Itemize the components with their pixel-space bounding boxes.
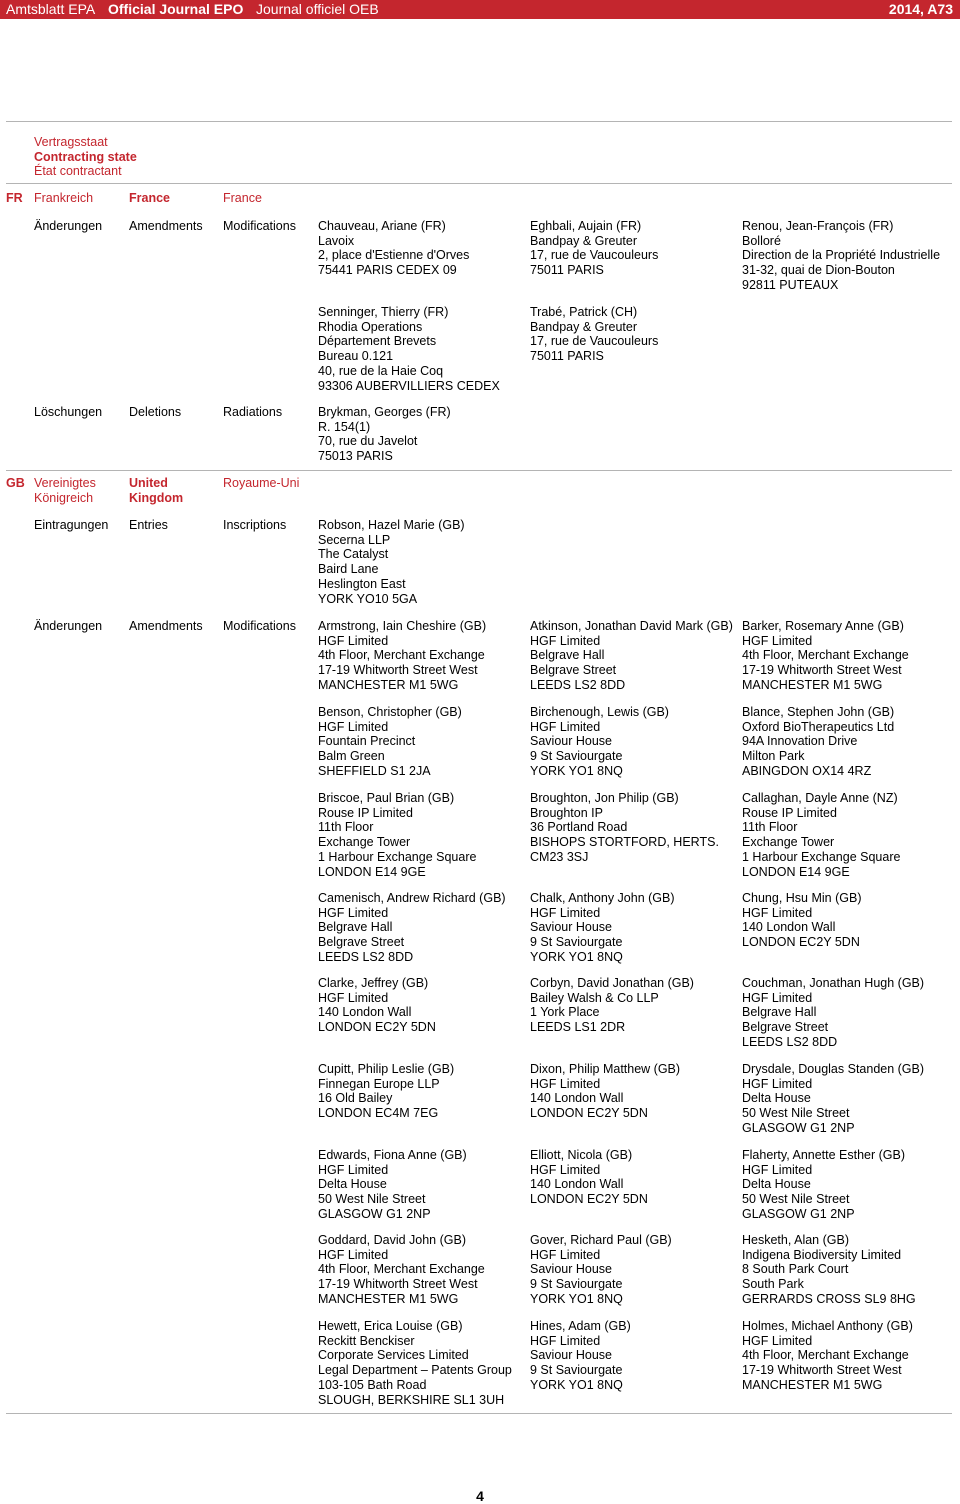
entry-line: YORK YO1 8NQ (530, 1291, 623, 1306)
entry-line: 4th Floor, Merchant Exchange (742, 1348, 909, 1363)
entry-line: Legal Department – Patents Group (318, 1363, 512, 1378)
entry-line: Bolloré (742, 233, 781, 248)
page-number: 4 (476, 1488, 484, 1504)
fr-amendment-entry (530, 219, 658, 278)
entry-line: 16 Old Bailey (318, 1091, 393, 1106)
entry-line: HGF Limited (530, 1076, 601, 1091)
entry-line: LONDON E14 9GE (318, 864, 426, 879)
header-issue: 2014, A73 (888, 1, 953, 17)
entry-line: HGF Limited (318, 1162, 389, 1177)
gb-amendment-entry (530, 705, 669, 779)
contracting-state-en: Contracting state (34, 150, 137, 164)
entry-line: SHEFFIELD S1 2JA (318, 763, 431, 778)
gb-amendment-entry (318, 619, 486, 693)
entry-line: HGF Limited (530, 905, 601, 920)
entry-line: MANCHESTER M1 5WG (742, 677, 883, 692)
entry-line: R. 154(1) (318, 419, 371, 434)
entry-name: Clarke, Jeffrey (GB) (318, 976, 429, 990)
gb-amendment-entry (318, 891, 506, 965)
gb-amendment-entry (530, 976, 694, 1035)
separator-top (6, 183, 952, 184)
entry-line: Exchange Tower (318, 835, 411, 850)
entry-line: 75011 PARIS (530, 349, 604, 364)
entry-line: 17-19 Whitworth Street West (742, 663, 902, 678)
entry-name: Camenisch, Andrew Richard (GB) (318, 891, 506, 905)
gb-amendment-entry (530, 1319, 631, 1393)
entry-line: Oxford BioTherapeutics Ltd (742, 719, 895, 734)
gb-amendment-entry (530, 791, 719, 865)
entry-line: HGF Limited (530, 1247, 601, 1262)
entry-line: ABINGDON OX14 4RZ (742, 763, 872, 778)
entry-line: 1 Harbour Exchange Square (318, 849, 477, 864)
entry-line: Delta House (742, 1091, 811, 1106)
entry-line: 75013 PARIS (318, 449, 393, 464)
entry-line: 50 West Nile Street (742, 1192, 850, 1207)
gb-amendment-entry (318, 1062, 454, 1121)
separator-gb (6, 470, 952, 471)
entry-name: Brykman, Georges (FR) (318, 405, 451, 419)
entry-name: Atkinson, Jonathan David Mark (GB) (530, 619, 733, 633)
gb-amendment-entry (742, 1233, 916, 1307)
fr-amendment-entry (318, 219, 469, 278)
entry-line: GERRARDS CROSS SL9 8HG (742, 1291, 916, 1306)
entry-line: 40, rue de la Haie Coq (318, 363, 444, 378)
entry-line: 8 South Park Court (742, 1262, 849, 1277)
gb-amendment-entry (318, 1233, 485, 1307)
country-gb-en-line2: Kingdom (129, 491, 184, 505)
entry-line: MANCHESTER M1 5WG (318, 1291, 459, 1306)
entry-line: 94A Innovation Drive (742, 734, 858, 749)
gb-amendment-entry (742, 976, 924, 1050)
entry-line: LEEDS LS2 8DD (530, 677, 626, 692)
fr-amendments-label-en: Amendments (129, 219, 203, 233)
entry-line: Rhodia Operations (318, 319, 423, 334)
entry-line: GLASGOW G1 2NP (742, 1206, 855, 1221)
entry-line: Fountain Precinct (318, 734, 416, 749)
entry-line: HGF Limited (742, 905, 813, 920)
entry-name: Senninger, Thierry (FR) (318, 305, 449, 319)
entry-line: Lavoix (318, 233, 355, 248)
entry-name: Corbyn, David Jonathan (GB) (530, 976, 694, 990)
entry-name: Trabé, Patrick (CH) (530, 305, 638, 319)
entry-line: BISHOPS STORTFORD, HERTS. (530, 835, 719, 850)
entry-line: Direction de la Propriété Industrielle (742, 248, 941, 263)
entry-line: 11th Floor (742, 820, 798, 835)
gb-entry (318, 518, 465, 606)
gb-amendment-entry (530, 1062, 680, 1121)
entry-line: MANCHESTER M1 5WG (318, 677, 459, 692)
gb-amendment-entry (742, 1319, 913, 1393)
entry-name: Hesketh, Alan (GB) (742, 1233, 849, 1247)
gb-amendment-entry (742, 705, 894, 779)
entry-line: HGF Limited (530, 633, 601, 648)
entry-line: 4th Floor, Merchant Exchange (318, 648, 485, 663)
gb-entries-label-en: Entries (129, 518, 168, 532)
entry-line: 17-19 Whitworth Street West (742, 1363, 902, 1378)
country-fr-en: France (129, 191, 170, 205)
entry-line: 103-105 Bath Road (318, 1377, 427, 1392)
country-fr-de: Frankreich (34, 191, 94, 205)
entry-line: 75441 PARIS CEDEX 09 (318, 263, 457, 278)
entry-name: Benson, Christopher (GB) (318, 705, 462, 719)
entry-name: Hewett, Erica Louise (GB) (318, 1319, 463, 1333)
entry-line: 92811 PUTEAUX (742, 277, 839, 292)
entry-name: Eghbali, Aujain (FR) (530, 219, 642, 233)
entry-line: 17, rue de Vaucouleurs (530, 248, 659, 263)
entry-line: 4th Floor, Merchant Exchange (318, 1262, 485, 1277)
entry-line: GLASGOW G1 2NP (318, 1206, 431, 1221)
entry-line: 50 West Nile Street (318, 1192, 426, 1207)
fr-deletion-entry (318, 405, 451, 464)
entry-name: Chalk, Anthony John (GB) (530, 891, 675, 905)
entry-line: Finnegan Europe LLP (318, 1076, 440, 1091)
country-gb-fr: Royaume-Uni (223, 476, 300, 490)
entry-line: GLASGOW G1 2NP (742, 1120, 855, 1135)
country-gb-de-line2: Königreich (34, 491, 94, 505)
contracting-state-de: Vertragsstaat (34, 135, 108, 149)
country-gb-de-line1: Vereinigtes (34, 476, 96, 490)
entry-line: Département Brevets (318, 334, 437, 349)
entry-line: LEEDS LS2 8DD (742, 1034, 838, 1049)
entry-line: LONDON EC4M 7EG (318, 1106, 439, 1121)
entry-line: LONDON EC2Y 5DN (530, 1106, 648, 1121)
gb-amendments-label-en: Amendments (129, 619, 203, 633)
entry-line: 9 St Saviourgate (530, 1277, 623, 1292)
gb-amendment-entry (530, 891, 675, 965)
entry-line: 140 London Wall (530, 1177, 624, 1192)
gb-amendments-label-de: Änderungen (34, 619, 103, 633)
entry-line: 9 St Saviourgate (530, 935, 623, 950)
entry-line: MANCHESTER M1 5WG (742, 1377, 883, 1392)
entry-line: Rouse IP Limited (742, 805, 837, 820)
entry-line: HGF Limited (318, 633, 389, 648)
entry-name: Blance, Stephen John (GB) (742, 705, 895, 719)
entry-name: Goddard, David John (GB) (318, 1233, 466, 1247)
entry-line: HGF Limited (742, 990, 813, 1005)
entry-line: 31-32, quai de Dion-Bouton (742, 263, 895, 278)
entry-line: 1 Harbour Exchange Square (742, 849, 901, 864)
fr-amendment-entry (318, 305, 500, 393)
fr-amendment-entry (530, 305, 658, 364)
entry-name: Hines, Adam (GB) (530, 1319, 631, 1333)
country-code-fr: FR (6, 191, 23, 205)
fr-amendments-label-fr: Modifications (223, 219, 296, 233)
entry-line: LONDON EC2Y 5DN (530, 1192, 648, 1207)
entry-line: Broughton IP (530, 805, 603, 820)
entry-line: Bailey Walsh & Co LLP (530, 990, 659, 1005)
entry-name: Renou, Jean-François (FR) (742, 219, 894, 233)
entry-line: 75011 PARIS (530, 263, 604, 278)
entry-line: 1 York Place (530, 1005, 600, 1020)
header-journal-en: Official Journal EPO (108, 1, 244, 17)
entry-line: Heslington East (318, 576, 406, 591)
entry-line: 50 West Nile Street (742, 1106, 850, 1121)
entry-line: Bandpay & Greuter (530, 319, 638, 334)
entry-name: Birchenough, Lewis (GB) (530, 705, 669, 719)
entry-line: Delta House (318, 1177, 387, 1192)
fr-deletions-label-de: Löschungen (34, 405, 103, 419)
gb-amendment-entry (742, 1062, 924, 1136)
entry-line: Belgrave Street (742, 1020, 829, 1035)
gb-amendment-entry (318, 791, 476, 879)
entry-line: 9 St Saviourgate (530, 749, 623, 764)
entry-line: CM23 3SJ (530, 849, 589, 864)
entry-name: Dixon, Philip Matthew (GB) (530, 1062, 681, 1076)
entry-name: Briscoe, Paul Brian (GB) (318, 791, 455, 805)
gb-amendment-entry (742, 1148, 905, 1222)
entry-line: 17, rue de Vaucouleurs (530, 334, 659, 349)
fr-amendments-label-de: Änderungen (34, 219, 103, 233)
entry-name: Edwards, Fiona Anne (GB) (318, 1148, 467, 1162)
entry-line: HGF Limited (742, 633, 813, 648)
entry-line: 140 London Wall (318, 1005, 412, 1020)
entry-line: Belgrave Hall (742, 1005, 817, 1020)
entry-line: HGF Limited (530, 719, 601, 734)
entry-line: Rouse IP Limited (318, 805, 413, 820)
entry-line: Saviour House (530, 734, 612, 749)
fr-deletions-label-fr: Radiations (223, 405, 283, 419)
entry-name: Gover, Richard Paul (GB) (530, 1233, 672, 1247)
entry-line: 17-19 Whitworth Street West (318, 663, 478, 678)
entry-line: Saviour House (530, 1262, 612, 1277)
entry-name: Cupitt, Philip Leslie (GB) (318, 1062, 455, 1076)
entry-line: LEEDS LS1 2DR (530, 1020, 626, 1035)
page-header (0, 0, 960, 19)
gb-amendment-entry (318, 1148, 467, 1222)
entry-line: YORK YO10 5GA (318, 591, 418, 606)
entry-line: HGF Limited (318, 1247, 389, 1262)
entry-line: HGF Limited (742, 1076, 813, 1091)
entry-name: Armstrong, Iain Cheshire (GB) (318, 619, 487, 633)
entry-name: Callaghan, Dayle Anne (NZ) (742, 791, 898, 805)
gb-amendment-entry (318, 976, 436, 1035)
entry-line: 36 Portland Road (530, 820, 628, 835)
entry-line: Belgrave Hall (530, 648, 605, 663)
entry-line: HGF Limited (530, 1333, 601, 1348)
header-journal-de: Amtsblatt EPA (6, 1, 96, 17)
entry-line: SLOUGH, BERKSHIRE SL1 3UH (318, 1392, 505, 1407)
entry-line: 11th Floor (318, 820, 374, 835)
entry-name: Chung, Hsu Min (GB) (742, 891, 862, 905)
entry-line: HGF Limited (318, 719, 389, 734)
entry-line: 2, place d'Estienne d'Orves (318, 248, 470, 263)
entry-line: YORK YO1 8NQ (530, 1377, 623, 1392)
entry-name: Chauveau, Ariane (FR) (318, 219, 446, 233)
entry-line: HGF Limited (530, 1162, 601, 1177)
gb-amendments-label-fr: Modifications (223, 619, 296, 633)
entry-line: The Catalyst (318, 547, 389, 562)
entry-line: Bandpay & Greuter (530, 233, 638, 248)
country-gb-en-line1: United (129, 476, 168, 490)
entry-line: LONDON E14 9GE (742, 864, 850, 879)
entry-name: Holmes, Michael Anthony (GB) (742, 1319, 913, 1333)
entry-line: HGF Limited (318, 905, 389, 920)
country-code-gb: GB (6, 476, 25, 490)
entry-line: LEEDS LS2 8DD (318, 949, 414, 964)
entry-name: Broughton, Jon Philip (GB) (530, 791, 679, 805)
entry-name: Elliott, Nicola (GB) (530, 1148, 633, 1162)
gb-amendment-entry (530, 619, 733, 693)
gb-amendment-entry (530, 1148, 648, 1207)
entry-line: Belgrave Street (318, 935, 405, 950)
entry-line: Saviour House (530, 920, 612, 935)
gb-amendment-entry (742, 619, 909, 693)
entry-line: Corporate Services Limited (318, 1348, 469, 1363)
entry-name: Flaherty, Annette Esther (GB) (742, 1148, 906, 1162)
country-fr-fr: France (223, 191, 262, 205)
entry-line: 93306 AUBERVILLIERS CEDEX (318, 378, 500, 393)
entry-line: Saviour House (530, 1348, 612, 1363)
entry-line: Balm Green (318, 749, 385, 764)
entry-line: Delta House (742, 1177, 811, 1192)
entry-line: 140 London Wall (530, 1091, 624, 1106)
entry-line: 70, rue du Javelot (318, 434, 418, 449)
gb-amendment-entry (530, 1233, 672, 1307)
entry-line: 9 St Saviourgate (530, 1363, 623, 1378)
gb-amendment-entry (318, 1319, 512, 1407)
gb-amendment-entry (742, 791, 900, 879)
gb-entries-label-fr: Inscriptions (223, 518, 287, 532)
entry-line: Milton Park (742, 749, 805, 764)
entry-line: Belgrave Street (530, 663, 617, 678)
entry-line: HGF Limited (742, 1162, 813, 1177)
entry-line: Indigena Biodiversity Limited (742, 1247, 902, 1262)
entry-name: Barker, Rosemary Anne (GB) (742, 619, 904, 633)
entry-line: LONDON EC2Y 5DN (318, 1020, 436, 1035)
entry-line: HGF Limited (318, 990, 389, 1005)
entry-line: 17-19 Whitworth Street West (318, 1277, 478, 1292)
entry-line: HGF Limited (742, 1333, 813, 1348)
fr-deletions-label-en: Deletions (129, 405, 182, 419)
entry-line: Reckitt Benckiser (318, 1333, 415, 1348)
entry-line: Belgrave Hall (318, 920, 393, 935)
contracting-state-fr: État contractant (34, 164, 122, 178)
entry-line: Baird Lane (318, 562, 379, 577)
entry-name: Robson, Hazel Marie (GB) (318, 518, 465, 532)
fr-amendment-entry (742, 219, 940, 293)
entry-line: YORK YO1 8NQ (530, 949, 623, 964)
entry-name: Drysdale, Douglas Standen (GB) (742, 1062, 925, 1076)
entry-line: Exchange Tower (742, 835, 835, 850)
entry-line: Bureau 0.121 (318, 349, 394, 364)
entry-line: LONDON EC2Y 5DN (742, 935, 860, 950)
entry-line: 4th Floor, Merchant Exchange (742, 648, 909, 663)
entry-name: Couchman, Jonathan Hugh (GB) (742, 976, 925, 990)
entry-line: Secerna LLP (318, 532, 391, 547)
gb-entries-label-de: Eintragungen (34, 518, 109, 532)
entry-line: South Park (742, 1277, 804, 1292)
entry-line: 140 London Wall (742, 920, 836, 935)
entry-line: YORK YO1 8NQ (530, 763, 623, 778)
header-journal-fr: Journal officiel OEB (256, 1, 379, 17)
gb-amendment-entry (318, 705, 462, 779)
gb-amendment-entry (742, 891, 861, 950)
